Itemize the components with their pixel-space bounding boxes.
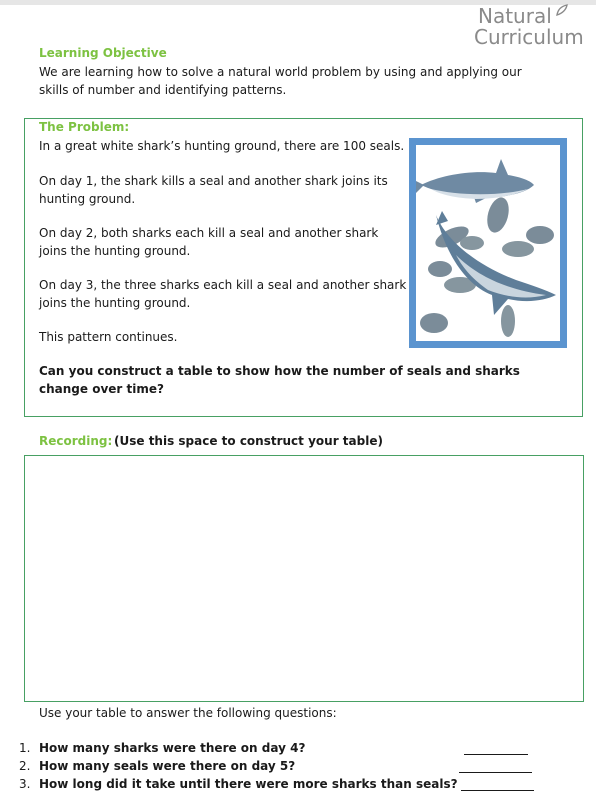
leaf-icon <box>555 3 569 17</box>
answer-line-2[interactable] <box>459 772 532 773</box>
sharks-and-seals-illustration <box>409 138 567 348</box>
question-3 <box>19 777 458 791</box>
questions-intro: Use your table to answer the following questions: <box>39 706 337 720</box>
objective-text: We are learning how to solve a natural world problem by using and applying our skills of number and identifying patterns. <box>39 65 522 97</box>
sharks-and-seals-icon <box>416 145 560 341</box>
problem-paragraph-4: On day 3, the three sharks each kill a seal and another shark joins the hunting ground. <box>39 278 407 310</box>
question-1-text: How many sharks were there on day 4? <box>39 741 306 755</box>
question-1-number: 1. <box>19 741 31 755</box>
problem-paragraph-5: This pattern continues. <box>39 330 178 344</box>
problem-paragraph-2: On day 1, the shark kills a seal and another shark joins its hunting ground. <box>39 174 388 206</box>
problem-question: Can you construct a table to show how the number of seals and sharks change over time? <box>39 364 520 396</box>
question-2-text: How many seals were there on day 5? <box>39 759 296 773</box>
natural-curriculum-logo <box>474 3 596 47</box>
problem-paragraph-1: In a great white shark’s hunting ground, there are 100 seals. <box>39 139 405 153</box>
recording-note: (Use this space to construct your table) <box>114 434 383 448</box>
question-2-number: 2. <box>19 759 31 773</box>
question-1 <box>19 741 305 755</box>
problem-paragraph-3: On day 2, both sharks each kill a seal and another shark joins the hunting ground. <box>39 226 379 258</box>
recording-title: Recording: <box>39 434 113 448</box>
problem-title: The Problem: <box>39 120 130 134</box>
answer-line-1[interactable] <box>464 754 528 755</box>
logo-line-2: Curriculum <box>474 25 584 49</box>
answer-line-3[interactable] <box>461 790 534 791</box>
question-2 <box>19 759 295 773</box>
question-3-number: 3. <box>19 777 31 791</box>
logo-line-1: Natural <box>478 4 552 28</box>
objective-title: Learning Objective <box>39 46 167 60</box>
question-3-text: How long did it take until there were more sharks than seals? <box>39 777 458 791</box>
recording-table-area[interactable] <box>24 455 584 702</box>
